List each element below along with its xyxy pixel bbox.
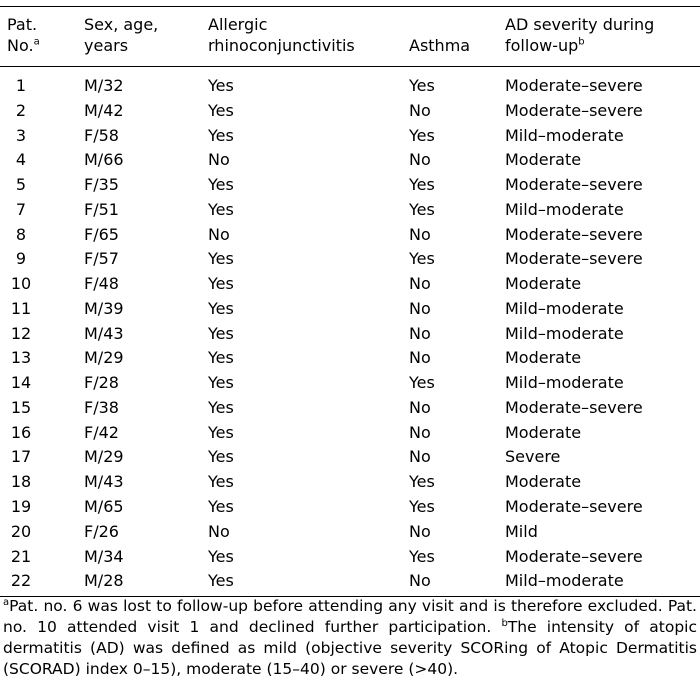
table-row <box>0 272 700 297</box>
cell-patient-number: 20 <box>10 521 32 541</box>
table-row <box>0 396 700 421</box>
table-row <box>0 74 700 99</box>
cell-sex-age: M/43 <box>84 323 124 343</box>
cell-sex-age: F/57 <box>84 249 119 269</box>
table-row <box>0 421 700 446</box>
header-allergic-rhinoconjunctivitis <box>208 14 355 56</box>
cell-patient-number: 22 <box>10 571 32 591</box>
cell-asthma: No <box>409 447 431 467</box>
cell-allergic: No <box>208 224 230 244</box>
header-text: Allergic <box>208 15 268 34</box>
cell-patient-number: 16 <box>10 422 32 442</box>
cell-severity: Moderate–severe <box>505 249 643 269</box>
cell-severity: Mild–moderate <box>505 125 624 145</box>
cell-patient-number: 9 <box>15 249 27 269</box>
table-row <box>0 520 700 545</box>
cell-allergic: Yes <box>208 447 234 467</box>
cell-sex-age: M/65 <box>84 497 124 517</box>
cell-severity: Moderate–severe <box>505 546 643 566</box>
cell-asthma: No <box>409 571 431 591</box>
header-text: rhinoconjunctivitis <box>208 36 355 55</box>
cell-asthma: Yes <box>409 546 435 566</box>
cell-asthma: No <box>409 397 431 417</box>
cell-sex-age: M/43 <box>84 472 124 492</box>
cell-asthma: Yes <box>409 472 435 492</box>
cell-sex-age: F/38 <box>84 397 119 417</box>
table-body <box>0 74 700 594</box>
cell-sex-age: M/28 <box>84 571 124 591</box>
table-row <box>0 297 700 322</box>
cell-severity: Mild–moderate <box>505 298 624 318</box>
cell-allergic: Yes <box>208 422 234 442</box>
cell-severity: Moderate <box>505 348 582 368</box>
cell-patient-number: 8 <box>15 224 27 244</box>
cell-allergic: Yes <box>208 472 234 492</box>
cell-severity: Moderate–severe <box>505 76 643 95</box>
cell-asthma: Yes <box>409 249 435 269</box>
cell-asthma: Yes <box>409 175 435 195</box>
cell-asthma: No <box>409 422 431 442</box>
cell-sex-age: M/29 <box>84 447 124 467</box>
cell-allergic: Yes <box>208 274 234 294</box>
cell-severity: Mild <box>505 521 538 541</box>
footnote-marker: b <box>578 36 585 48</box>
cell-allergic: Yes <box>208 397 234 417</box>
table-row <box>0 223 700 248</box>
cell-asthma: Yes <box>409 199 435 219</box>
cell-severity: Moderate–severe <box>505 397 643 417</box>
cell-allergic: Yes <box>208 348 234 368</box>
cell-patient-number: 3 <box>15 125 27 145</box>
cell-sex-age: M/66 <box>84 150 124 170</box>
cell-patient-number: 17 <box>10 447 32 467</box>
table-row <box>0 371 700 396</box>
cell-asthma: No <box>409 224 431 244</box>
cell-severity: Moderate <box>505 150 582 170</box>
cell-asthma: No <box>409 150 431 170</box>
table-row <box>0 445 700 470</box>
cell-asthma: No <box>409 323 431 343</box>
footnote-b: The intensity of atopic dermatitis (AD) was defined as mild (objective severity SCORing of Atopic Dermatitis (SCORAD) index 0–15), moderate (15–40) or severe (>40). <box>3 618 697 678</box>
cell-asthma: No <box>409 274 431 294</box>
cell-patient-number: 5 <box>15 175 27 195</box>
cell-sex-age: F/51 <box>84 199 119 219</box>
cell-asthma: Yes <box>409 373 435 393</box>
table-row <box>0 545 700 570</box>
cell-sex-age: F/26 <box>84 521 119 541</box>
cell-allergic: Yes <box>208 199 234 219</box>
cell-asthma: Yes <box>409 125 435 145</box>
header-text: No.$^a$ <box>7 36 40 55</box>
cell-allergic: Yes <box>208 497 234 517</box>
table-row <box>0 148 700 173</box>
cell-severity: Mild–moderate <box>505 199 624 219</box>
cell-severity: Mild–moderate <box>505 373 624 393</box>
cell-patient-number: 10 <box>10 274 32 294</box>
cell-sex-age: M/32 <box>84 76 124 95</box>
table-row <box>0 173 700 198</box>
cell-sex-age: M/34 <box>84 546 124 566</box>
cell-severity: Mild–moderate <box>505 571 624 591</box>
header-asthma <box>409 35 470 56</box>
cell-patient-number: 13 <box>10 348 32 368</box>
cell-patient-number: 1 <box>15 76 27 95</box>
cell-severity: Mild–moderate <box>505 323 624 343</box>
cell-severity: Moderate–severe <box>505 100 643 120</box>
footnote-a: Pat. no. 6 was lost to follow-up before attending any visit and is therefore excluded. Pat. no. 10 attended visit 1 and declined further participation. <box>3 597 697 636</box>
cell-allergic: No <box>208 150 230 170</box>
cell-patient-number: 11 <box>10 298 32 318</box>
cell-sex-age: F/65 <box>84 224 119 244</box>
table-row <box>0 198 700 223</box>
cell-severity: Moderate–severe <box>505 497 643 517</box>
cell-allergic: No <box>208 521 230 541</box>
footnote-marker: b <box>501 617 508 629</box>
cell-sex-age: M/29 <box>84 348 124 368</box>
cell-severity: Severe <box>505 447 561 467</box>
cell-allergic: Yes <box>208 298 234 318</box>
cell-patient-number: 12 <box>10 323 32 343</box>
header-rule <box>0 66 700 67</box>
cell-patient-number: 21 <box>10 546 32 566</box>
cell-asthma: No <box>409 521 431 541</box>
cell-allergic: Yes <box>208 373 234 393</box>
table-row <box>0 247 700 272</box>
cell-patient-number: 14 <box>10 373 32 393</box>
cell-allergic: Yes <box>208 100 234 120</box>
table-top-rule <box>0 6 700 7</box>
cell-allergic: Yes <box>208 125 234 145</box>
cell-patient-number: 4 <box>15 150 27 170</box>
header-ad-severity <box>505 14 654 56</box>
cell-allergic: Yes <box>208 323 234 343</box>
table-row <box>0 346 700 371</box>
header-text: Asthma <box>409 36 471 55</box>
table-row <box>0 470 700 495</box>
table-footnotes <box>3 596 697 680</box>
footnote-marker: a <box>33 36 40 48</box>
cell-patient-number: 19 <box>10 497 32 517</box>
cell-allergic: Yes <box>208 76 234 95</box>
cell-sex-age: F/28 <box>84 373 119 393</box>
cell-severity: Moderate <box>505 274 582 294</box>
cell-patient-number: 7 <box>15 199 27 219</box>
table-row <box>0 569 700 594</box>
header-text: follow-$up^b$ <box>505 36 585 55</box>
footnote-marker: a <box>3 596 10 608</box>
table-row <box>0 99 700 124</box>
header-sex-age <box>84 14 158 56</box>
cell-patient-number: 18 <box>10 472 32 492</box>
cell-sex-age: F/42 <box>84 422 119 442</box>
cell-asthma: No <box>409 348 431 368</box>
cell-allergic: Yes <box>208 175 234 195</box>
cell-sex-age: F/48 <box>84 274 119 294</box>
cell-asthma: Yes <box>409 497 435 517</box>
table-row <box>0 124 700 149</box>
table-row <box>0 495 700 520</box>
cell-severity: Moderate <box>505 422 582 442</box>
cell-asthma: Yes <box>409 76 435 95</box>
cell-sex-age: M/42 <box>84 100 124 120</box>
cell-allergic: Yes <box>208 571 234 591</box>
cell-sex-age: M/39 <box>84 298 124 318</box>
header-patient-number <box>7 14 40 56</box>
header-text: years <box>84 36 129 55</box>
table-row <box>0 322 700 347</box>
cell-patient-number: 15 <box>10 397 32 417</box>
header-text: Pat. <box>7 15 38 34</box>
cell-severity: Moderate <box>505 472 582 492</box>
cell-asthma: No <box>409 298 431 318</box>
header-text: Sex, age, <box>84 15 159 34</box>
cell-severity: Moderate–severe <box>505 224 643 244</box>
cell-sex-age: F/58 <box>84 125 119 145</box>
cell-allergic: Yes <box>208 249 234 269</box>
cell-sex-age: F/35 <box>84 175 119 195</box>
cell-allergic: Yes <box>208 546 234 566</box>
cell-severity: Moderate–severe <box>505 175 643 195</box>
cell-patient-number: 2 <box>15 100 27 120</box>
header-text: AD severity during <box>505 15 655 34</box>
cell-asthma: No <box>409 100 431 120</box>
